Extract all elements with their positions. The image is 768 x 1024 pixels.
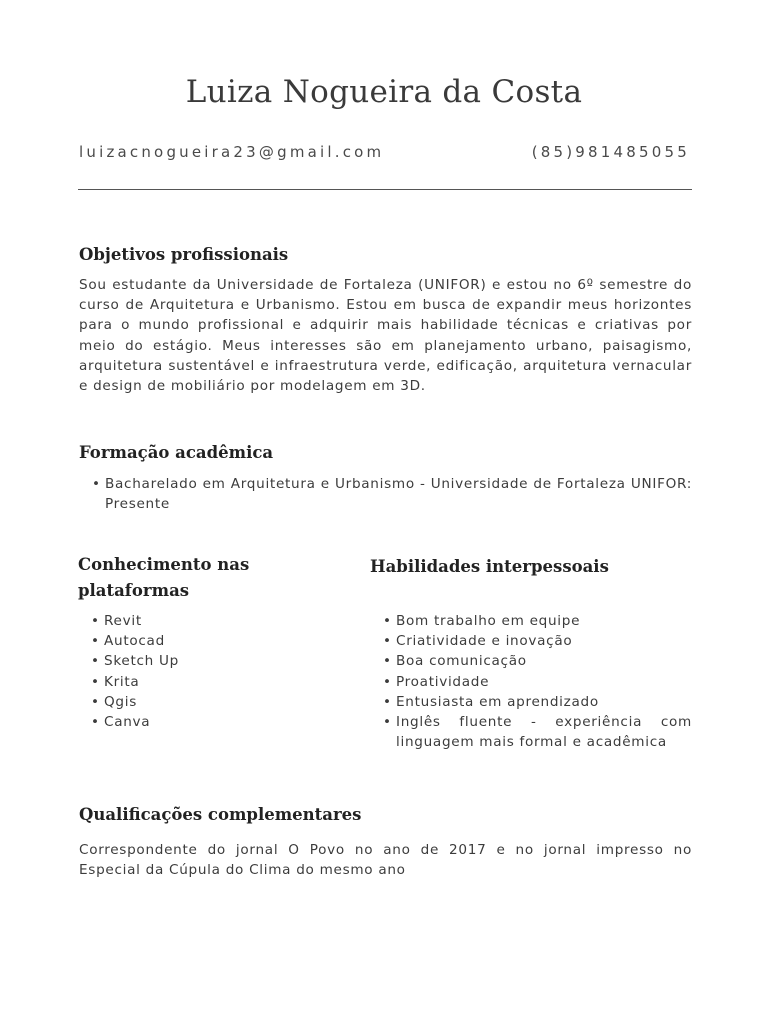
section-title-objetivos: Objetivos profissionais [79,245,289,264]
skill-item: Sketch Up [104,653,179,670]
list-item [382,712,692,752]
bullet-icon: • [383,653,392,670]
soft-skill-item: Inglês fluente - experiência com linguagem mais formal e acadêmica [396,714,692,751]
phone-number: (85)981485055 [531,143,690,161]
skill-item: Autocad [104,633,165,650]
soft-skill-item: Proatividade [396,673,490,690]
list-item [382,611,692,631]
formacao-item: Bacharelado em Arquitetura e Urbanismo - Universidade de Fortaleza UNIFOR: Presente [105,476,692,513]
bullet-icon: • [91,693,100,710]
section-title-habilidades: Habilidades interpessoais [370,557,609,576]
bullet-icon: • [91,633,100,650]
header-divider [78,189,692,190]
email-address: luizacnogueira23@gmail.com [79,143,385,161]
bullet-icon: • [383,613,392,629]
qualificacoes-text: Correspondente do jornal O Povo no ano de 2017 e no jornal impresso no Especial da Cúpula do Clima do mesmo ano [79,842,692,879]
conhecimento-list [90,611,330,732]
bullet-icon: • [91,613,100,629]
skill-item: Revit [104,613,142,629]
list-item [90,692,330,712]
list-item [91,474,692,514]
soft-skill-item: Entusiasta em aprendizado [396,693,599,710]
bullet-icon: • [92,476,101,492]
bullet-icon: • [91,653,100,670]
list-item [90,651,330,671]
skill-item: Krita [104,673,140,690]
bullet-icon: • [91,714,100,731]
bullet-icon: • [383,633,392,650]
list-item [382,672,692,692]
list-item [382,631,692,651]
bullet-icon: • [383,693,392,710]
list-item [90,672,330,692]
section-title-line: Conhecimento nas [78,555,250,574]
list-item [90,712,330,732]
formacao-list [91,474,692,514]
soft-skill-item: Boa comunicação [396,653,527,670]
section-title-line: plataformas [78,581,190,600]
section-title-formacao: Formação acadêmica [79,443,274,462]
list-item [90,611,330,631]
soft-skill-item: Criatividade e inovação [396,633,573,650]
list-item [382,692,692,712]
objetivos-text: Sou estudante da Universidade de Fortaleza (UNIFOR) e estou no 6º semestre do curso de Arquitetura e Urbanismo. Estou em busca de expandir meus horizontes para o mundo profissional e adquirir mais habilidade técnicas e criativas por meio do estágio. Meus interesses são em planejamento urbano, paisagismo, arquitetura sustentável e infraestrutura verde, edificação, arquitetura vernacular e design de mobiliário por modelagem em 3D. [79,277,692,395]
list-item [382,651,692,671]
section-title-qualificacoes: Qualificações complementares [79,805,362,824]
section-title-conhecimento [78,552,249,604]
bullet-icon: • [383,714,392,731]
bullet-icon: • [91,673,100,690]
soft-skill-item: Bom trabalho em equipe [396,613,581,629]
skill-item: Canva [104,714,151,731]
bullet-icon: • [383,673,392,690]
skill-item: Qgis [104,693,137,710]
list-item [90,631,330,651]
habilidades-list [382,611,692,752]
candidate-name: Luiza Nogueira da Costa [185,74,583,110]
